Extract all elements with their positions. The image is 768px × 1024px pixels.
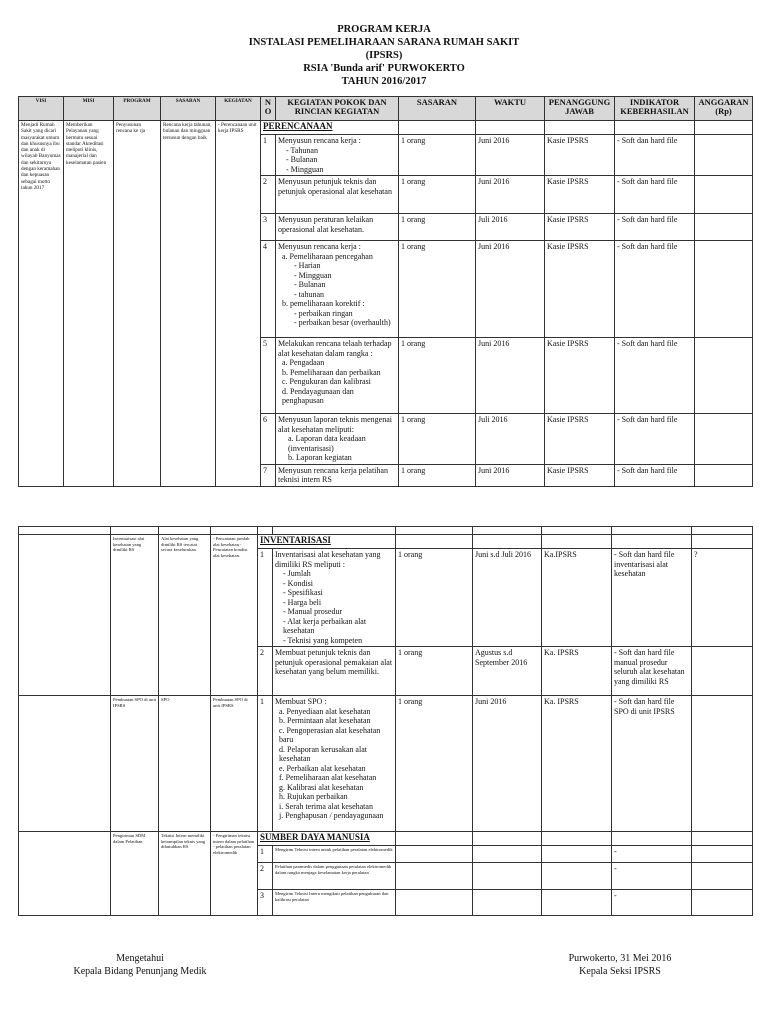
list-item: - Harian	[294, 261, 396, 271]
program-cell: SPO	[159, 696, 211, 832]
activity-title: Menyusun rencana kerja :	[278, 136, 361, 145]
row-indikator: -	[612, 846, 692, 863]
col-sasaran-2: SASARAN	[399, 97, 476, 121]
row-sasaran: 1 orang	[399, 464, 476, 486]
col-anggaran: ANGGARAN (Rp)	[695, 97, 753, 121]
row-pj: Kasie IPSRS	[545, 135, 615, 176]
row-pj: Kasie IPSRS	[545, 414, 615, 465]
section-sdm: SUMBER DAYA MANUSIA	[258, 832, 396, 846]
row-no: 1	[258, 846, 273, 863]
row-activity: Menyusun petunjuk teknis dan petunjuk operasional alat kesehatan	[276, 176, 399, 214]
row-waktu: Juni 2016	[476, 176, 545, 214]
row-activity	[276, 414, 399, 465]
col-penanggung-jawab: PENANGGUNG JAWAB	[545, 97, 615, 121]
visi-cell: Menjadi Rumah Sakit yang dicari masyarakat umum dan khususnya ibu dan anak di wilayah Banyumas dan sekitarnya dengan keramahan dan kepuasan sebagai motto tahun 2017	[19, 121, 64, 487]
activity-title: Membuat SPO :	[275, 697, 327, 706]
table-row	[19, 696, 753, 832]
row-no: 2	[258, 863, 273, 890]
list-item: g. Kalibrasi alat kesehatan	[279, 782, 364, 792]
program-cell: Alat kesehatan yang dimiliki RS tercatat secara keseluruhan	[159, 535, 211, 696]
row-activity: Menyusun peraturan kelaikan operasional alat kesehatan.	[276, 214, 399, 241]
row-pj: Kasie IPSRS	[545, 464, 615, 486]
list-item: - Manual prosedur	[283, 607, 393, 617]
row-sasaran: 1 orang	[399, 176, 476, 214]
row-pj: Ka. IPSRS	[542, 647, 612, 696]
row-sasaran: 1 orang	[399, 241, 476, 338]
list-item: - Kondisi	[283, 579, 393, 589]
row-no: 7	[261, 464, 276, 486]
row-pj: Ka.IPSRS	[542, 549, 612, 647]
row-waktu: Juli 2016	[476, 414, 545, 465]
list-item: j. Penghapusan / pendayagunaan	[279, 811, 384, 820]
row-waktu: Juli 2016	[476, 214, 545, 241]
row-sasaran: 1 orang	[399, 135, 476, 176]
title-line-2: INSTALASI PEMELIHARAAN SARANA RUMAH SAKIT	[248, 37, 520, 48]
row-sasaran: 1 orang	[399, 414, 476, 465]
row-no: 1	[258, 696, 273, 832]
list-item: - Bulanan	[286, 155, 396, 165]
row-pj: Kasie IPSRS	[545, 214, 615, 241]
title-line-1: PROGRAM KERJA	[337, 24, 431, 35]
list-item: a. Pengadaan	[282, 358, 325, 367]
list-item: f. Pemeliharaan alat kesehatan	[279, 773, 377, 782]
table-row	[19, 527, 753, 535]
col-no: N O	[261, 97, 276, 121]
col-kegiatan-pokok: KEGIATAN POKOK DAN RINCIAN KEGIATAN	[276, 97, 399, 121]
row-no: 2	[258, 647, 273, 696]
row-sasaran: 1 orang	[399, 214, 476, 241]
row-no: 4	[261, 241, 276, 338]
signer-title-right: Kepala Seksi IPSRS	[579, 966, 661, 977]
col-visi: VISI	[19, 97, 64, 121]
misi-cell: Inventarisasi alat kesehatan yang dimiliki RS	[111, 535, 159, 696]
list-item: e. Perbaikan alat kesehatan	[279, 763, 366, 773]
list-item: i. Serah terima alat kesehatan	[279, 801, 373, 811]
list-item: b. Laporan kegiatan	[288, 453, 352, 462]
list-item: - Harga beli	[283, 598, 393, 608]
row-waktu: Juni 2016	[476, 135, 545, 176]
misi-cell: Pengiriman SDM dalam Pelatihan	[111, 832, 159, 916]
col-indikator: INDIKATOR KEBERHASILAN	[615, 97, 695, 121]
row-no: 3	[261, 214, 276, 241]
row-waktu: Juni 2016	[476, 338, 545, 414]
row-waktu: Juni 2016	[476, 241, 545, 338]
activity-title: Menyusun laporan teknis mengenai alat kesehatan meliputi:	[278, 415, 392, 434]
row-activity: Mengirim Teknisi Intern mengikuti pelatihan pengukuran dan kalibrasi peralatan	[273, 890, 396, 916]
col-kegiatan: KEGIATAN	[216, 97, 261, 121]
row-activity: Mengirim Teknisi intern untuk pelatihan peralatan elektromedik	[273, 846, 396, 863]
row-indikator: - Soft dan hard file manual prosedur seluruh alat kesehatan yang dimiliki RS	[612, 647, 692, 696]
row-sasaran: 1 orang	[399, 338, 476, 414]
sasaran-cell: Pembuatan SPO di unit IPSRS	[211, 696, 258, 832]
program-cell: Teknisi Intern memiliki ketrampilan teknis yang dibutuhkan RS	[159, 832, 211, 916]
list-item: - Spesifikasi	[283, 588, 393, 598]
section-perencanaan: PERENCANAAN	[261, 121, 399, 135]
list-item: a. Penyediaan alat kesehatan	[279, 706, 371, 716]
misi-cell: Pembuatan SPO di unit IPSRS	[111, 696, 159, 832]
row-indikator: -	[612, 863, 692, 890]
row-sasaran: 1 orang	[396, 549, 473, 647]
row-indikator: - Soft dan hard file	[615, 241, 695, 338]
activity-title: Melakukan rencana telaah terhadap alat kesehatan dalam rangka :	[278, 339, 392, 358]
list-item: - Tahunan	[286, 146, 396, 156]
row-no: 2	[261, 176, 276, 214]
list-item: b. Pemeliharaan dan perbaikan	[282, 367, 381, 377]
row-no: 1	[261, 135, 276, 176]
row-waktu: Juni s.d Juli 2016	[473, 549, 542, 647]
signature-left	[40, 952, 240, 978]
row-sasaran: 1 orang	[396, 696, 473, 832]
row-activity: Menyusun rencana kerja pelatihan teknisi intern RS	[276, 464, 399, 486]
list-item: - perbaikan ringan	[294, 309, 396, 319]
list-item: d. Pendayagunaan dan penghapusan	[282, 386, 354, 405]
list-item: - Alat kerja perbaikan alat kesehatan	[283, 617, 393, 636]
place-date: Purwokerto, 31 Mei 2016	[568, 953, 672, 964]
row-activity	[276, 338, 399, 414]
row-activity: Membuat petunjuk teknis dan petunjuk operasional pemakaian alat kesehatan yang belum memiliki.	[273, 647, 396, 696]
sasaran-cell: - Pencatatan jumlah alat kesehatan - Pencatatan kondisi alat kesehatan.	[211, 535, 258, 696]
title-line-3: (IPSRS)	[365, 50, 403, 61]
list-item: - perbaikan besar (overhaulth)	[294, 318, 396, 328]
row-no: 6	[261, 414, 276, 465]
table-row	[19, 535, 753, 549]
row-no: 1	[258, 549, 273, 647]
row-pj: Kasie IPSRS	[545, 176, 615, 214]
row-pj: Ka. IPSRS	[542, 696, 612, 832]
row-waktu: Agustus s.d September 2016	[473, 647, 542, 696]
table-row	[19, 121, 753, 135]
row-activity	[276, 241, 399, 338]
list-item: - Mingguan	[286, 165, 396, 175]
program-cell: Penyusunan rencana ke rja	[114, 121, 161, 487]
row-indikator: - Soft dan hard file inventarisasi alat kesehatan	[612, 549, 692, 647]
col-waktu: WAKTU	[476, 97, 545, 121]
sub-heading: b. pemeliharaan korektif :	[282, 299, 365, 308]
activity-title: Menyusun rencana kerja :	[278, 242, 361, 251]
list-item: a. Laporan data keadaan (inventarisasi)	[288, 434, 366, 453]
list-item: d. Pelaporan kerusakan alat kesehatan	[279, 744, 367, 763]
row-indikator: -	[612, 890, 692, 916]
list-item: c. Pengukuran dan kalibrasi	[282, 377, 371, 386]
row-activity	[273, 696, 396, 832]
row-no: 3	[258, 890, 273, 916]
list-item: - Jumlah	[283, 569, 393, 579]
sasaran-cell: Rencana kerja tahunan, bulanan dan mingguan tersusun dengan baik	[161, 121, 216, 487]
signature-right	[520, 952, 720, 978]
title-line-4: RSIA 'Bunda arif' PURWOKERTO	[303, 63, 465, 74]
row-indikator: - Soft dan hard file SPO di unit IPSRS	[612, 696, 692, 832]
list-item: h. Rujukan perbaikan	[279, 792, 348, 801]
list-item: - Bulanan	[294, 280, 396, 290]
table-header-row	[19, 97, 753, 121]
title-line-5: TAHUN 2016/2017	[341, 76, 427, 87]
list-item: c. Pengoperasian alat kesehatan baru	[279, 725, 381, 744]
work-program-table-1	[18, 96, 753, 487]
work-program-table-2	[18, 526, 753, 916]
row-waktu: Juni 2016	[476, 464, 545, 486]
list-item: - Mingguan	[294, 271, 396, 281]
row-pj: Kasie IPSRS	[545, 241, 615, 338]
col-misi: MISI	[64, 97, 114, 121]
row-indikator: - Soft dan hard file	[615, 176, 695, 214]
list-item: - tahunan	[294, 290, 396, 300]
signer-title-left: Kepala Bidang Penunjang Medik	[73, 966, 207, 977]
row-indikator: - Soft dan hard file	[615, 214, 695, 241]
row-activity: Pelatihan paramedis dalam penggunaan peralatan elektromedik dalam rangka menjaga keselamatan kerja peralatan	[273, 863, 396, 890]
acknowledged-label: Mengetahui	[116, 953, 164, 964]
row-pj: Kasie IPSRS	[545, 338, 615, 414]
col-sasaran: SASARAN	[161, 97, 216, 121]
table-row	[19, 832, 753, 846]
row-activity	[273, 549, 396, 647]
row-activity	[276, 135, 399, 176]
activity-title: Inventarisasi alat kesehatan yang dimiliki RS meliputi :	[275, 550, 381, 569]
row-indikator: - Soft dan hard file	[615, 464, 695, 486]
row-indikator: - Soft dan hard file	[615, 135, 695, 176]
document-title	[0, 23, 768, 88]
list-item: b. Permintaan alat kesehatan	[279, 716, 371, 725]
sasaran-cell: - Pengiriman teknisi intern dalam pelatihan - pelatihan peralatan elektromedik	[211, 832, 258, 916]
row-waktu: Juni 2016	[473, 696, 542, 832]
kegiatan-cell: - Perencanaan unit kerja IPSRS	[216, 121, 261, 487]
list-item: - Teknisi yang kompeten	[283, 636, 393, 646]
col-program: PROGRAM	[114, 97, 161, 121]
row-indikator: - Soft dan hard file	[615, 338, 695, 414]
section-inventarisasi: INVENTARISASI	[258, 535, 396, 549]
row-indikator: - Soft dan hard file	[615, 414, 695, 465]
row-no: 5	[261, 338, 276, 414]
sub-heading: a. Pemeliharaan pencegahan	[282, 251, 373, 261]
row-anggaran: ?	[692, 549, 753, 647]
row-sasaran: 1 orang	[396, 647, 473, 696]
misi-cell: Memberikan Pelayanan yang bermutu sesuai standar Akreditasi meliputi klinis, manajerial dan keselamatan pasien	[64, 121, 114, 487]
